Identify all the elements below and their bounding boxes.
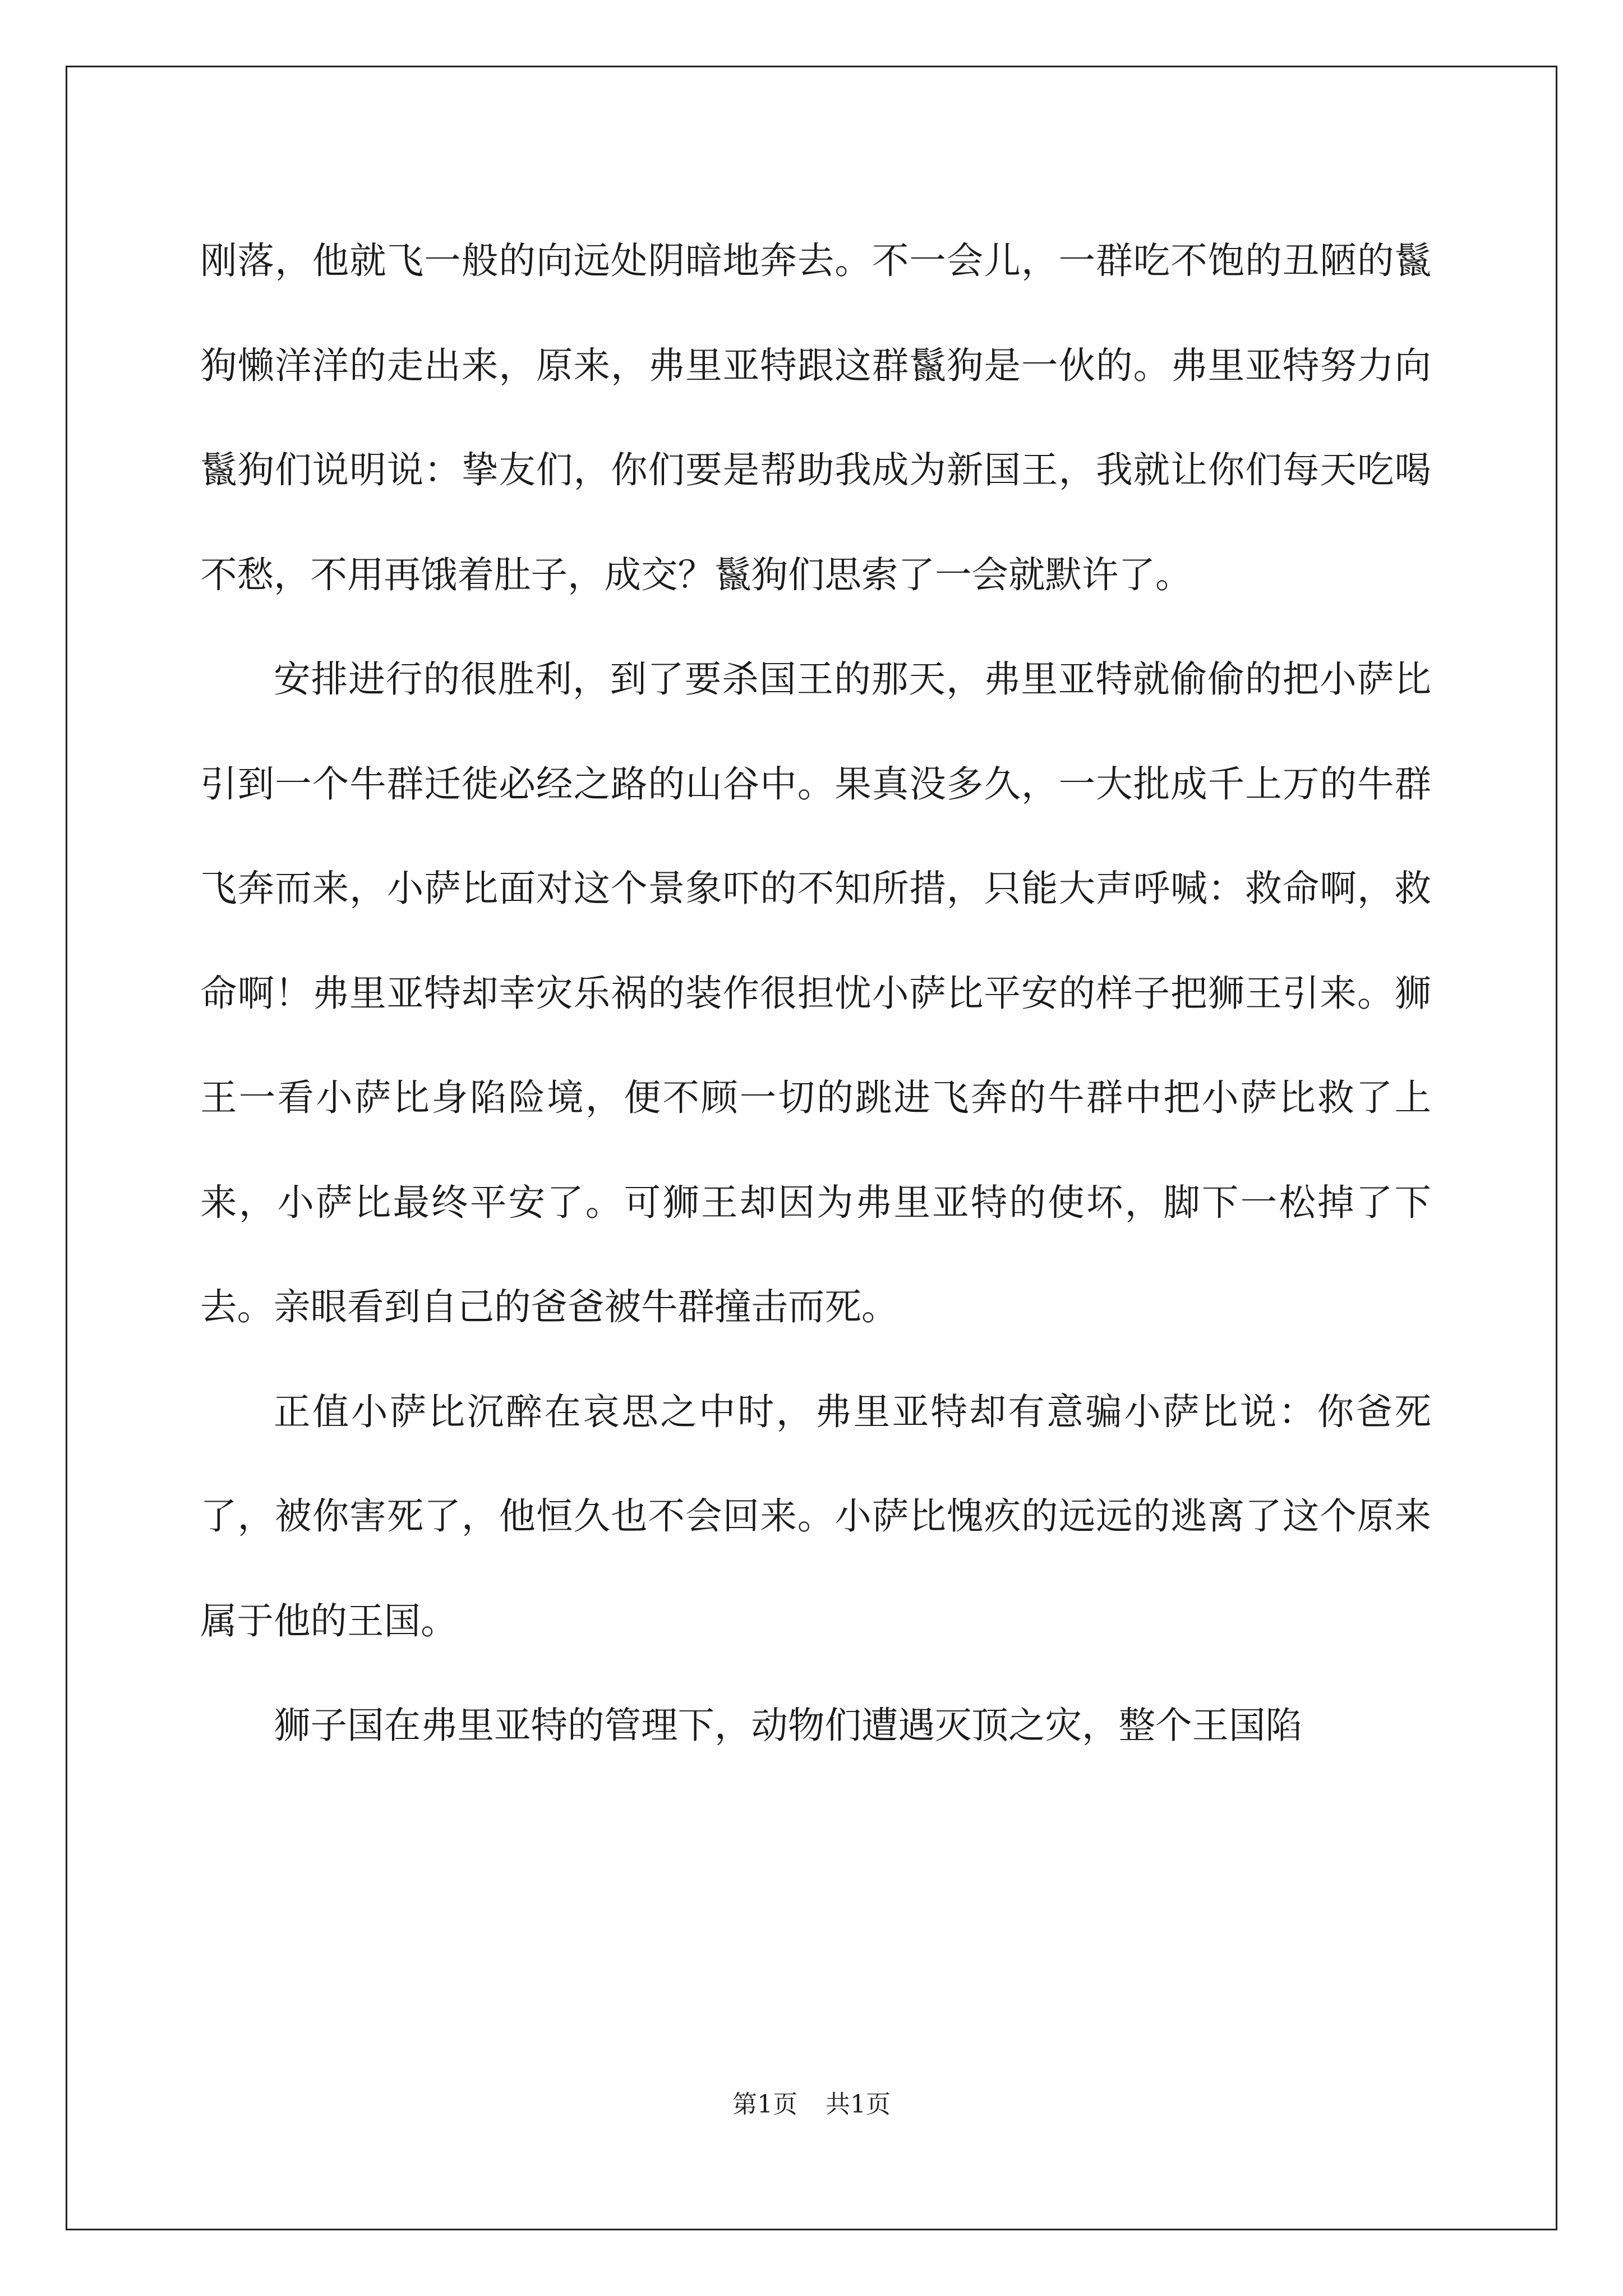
document-body	[200, 209, 1431, 1778]
paragraph-2: 安排进行的很胜利，到了要杀国王的那天，弗里亚特就偷偷的把小萨比引到一个牛群迁徙必经之路的山谷中。果真没多久，一大批成千上万的牛群飞奔而来，小萨比面对这个景象吓的不知所措，只能大声呼喊：救命啊，救命啊！弗里亚特却幸灾乐祸的装作很担忧小萨比平安的样子把狮王引来。狮王一看小萨比身陷险境，便不顾一切的跳进飞奔的牛群中把小萨比救了上来，小萨比最终平安了。可狮王却因为弗里亚特的使坏，脚下一松掉了下去。亲眼看到自己的爸爸被牛群撞击而死。	[200, 658, 1431, 1328]
paragraph-1: 刚落，他就飞一般的向远处阴暗地奔去。不一会儿，一群吃不饱的丑陋的鬣狗懒洋洋的走出来，原来，弗里亚特跟这群鬣狗是一伙的。弗里亚特努力向鬣狗们说明说：挚友们，你们要是帮助我成为新国王，我就让你们每天吃喝不愁，不用再饿着肚子，成交？鬣狗们思索了一会就默许了。	[200, 240, 1431, 596]
paragraph-3: 正值小萨比沉醉在哀思之中时，弗里亚特却有意骗小萨比说：你爸死了，被你害死了，他恒久也不会回来。小萨比愧疚的远远的逃离了这个原来属于他的王国。	[200, 1390, 1431, 1642]
page-footer	[0, 2084, 1623, 2120]
page-total: 共1页	[826, 2090, 891, 2119]
page-number: 第1页	[732, 2090, 797, 2119]
paragraph-4: 狮子国在弗里亚特的管理下，动物们遭遇灭顶之灾，整个王国陷	[274, 1704, 1303, 1747]
